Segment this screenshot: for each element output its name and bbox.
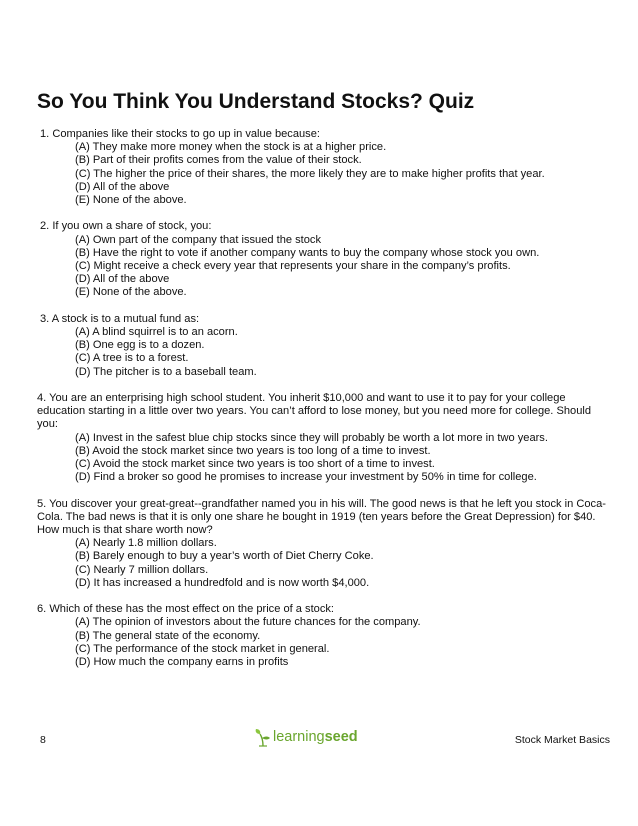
answer-option: (C) The performance of the stock market in general. [75, 642, 330, 655]
question-block [37, 603, 609, 669]
question-text: 2. If you own a share of stock, you: [40, 220, 212, 233]
question-block [37, 220, 609, 299]
logo-text-bold: seed [324, 729, 358, 745]
answer-option: (A) A blind squirrel is to an acorn. [75, 326, 238, 339]
answer-option: (B) Barely enough to buy a year’s worth of Diet Cherry Coke. [75, 550, 374, 563]
question-block [37, 498, 609, 590]
answer-option: (A) Invest in the safest blue chip stocks since they will probably be worth a lot more in two years. [75, 431, 548, 444]
answer-option: (B) Have the right to vote if another company wants to buy the company whose stock you own. [75, 246, 540, 259]
question-text: 5. You discover your great-great--grandfather named you in his will. The good news is that he left you stock in Coca-Cola. The bad news is that it is only one share he bought in 1919 (ten years before the Great Depression) for $40. How much is that share worth now? [37, 497, 606, 537]
answer-option: (B) Part of their profits comes from the value of their stock. [75, 154, 362, 167]
answer-option: (C) Nearly 7 million dollars. [75, 563, 209, 576]
answer-option: (D) Find a broker so good he promises to increase your investment by 50% in time for college. [75, 471, 537, 484]
question-text: 4. You are an enterprising high school student. You inherit $10,000 and want to use it to pay for your college education starting in a little over two years. You can’t afford to lose money, but you need more for college. Should you: [37, 392, 591, 431]
answer-option: (E) None of the above. [75, 194, 187, 207]
answer-option: (A) They make more money when the stock is at a higher price. [75, 141, 387, 154]
answer-option: (B) The general state of the economy. [75, 629, 261, 642]
question-text: 6. Which of these has the most effect on the price of a stock: [37, 603, 335, 616]
answer-option: (C) A tree is to a forest. [75, 352, 189, 365]
answer-option: (D) All of the above [75, 180, 170, 193]
logo-text [273, 729, 358, 745]
answer-option: (C) The higher the price of their shares, the more likely they are to make higher profits that year. [75, 167, 545, 180]
page-title: So You Think You Understand Stocks? Quiz [37, 90, 475, 113]
seedling-icon [255, 727, 271, 747]
answer-option: (D) The pitcher is to a baseball team. [75, 365, 257, 378]
learningseed-logo [255, 727, 358, 747]
quiz-questions [37, 128, 609, 682]
answer-option: (B) Avoid the stock market since two years is too long of a time to invest. [75, 444, 431, 457]
question-block [37, 313, 609, 379]
answer-option: (A) Nearly 1.8 million dollars. [75, 537, 217, 550]
page-number: 8 [40, 734, 46, 746]
answer-option: (A) The opinion of investors about the future chances for the company. [75, 616, 421, 629]
answer-option: (B) One egg is to a dozen. [75, 339, 205, 352]
answer-option: (D) All of the above [75, 273, 170, 286]
footer-book-title: Stock Market Basics [514, 734, 610, 746]
logo-text-regular: learning [273, 729, 325, 745]
answer-option: (C) Might receive a check every year that represents your share in the company’s profits. [75, 260, 511, 273]
question-block [37, 128, 609, 207]
question-text: 3. A stock is to a mutual fund as: [40, 312, 200, 325]
answer-option: (C) Avoid the stock market since two years is too short of a time to invest. [75, 458, 435, 471]
question-block [37, 392, 609, 484]
question-text: 1. Companies like their stocks to go up in value because: [40, 128, 320, 140]
answer-option: (D) How much the company earns in profits [75, 656, 289, 669]
answer-option: (E) None of the above. [75, 286, 187, 299]
answer-option: (D) It has increased a hundredfold and is now worth $4,000. [75, 576, 370, 589]
answer-option: (A) Own part of the company that issued the stock [75, 233, 322, 246]
